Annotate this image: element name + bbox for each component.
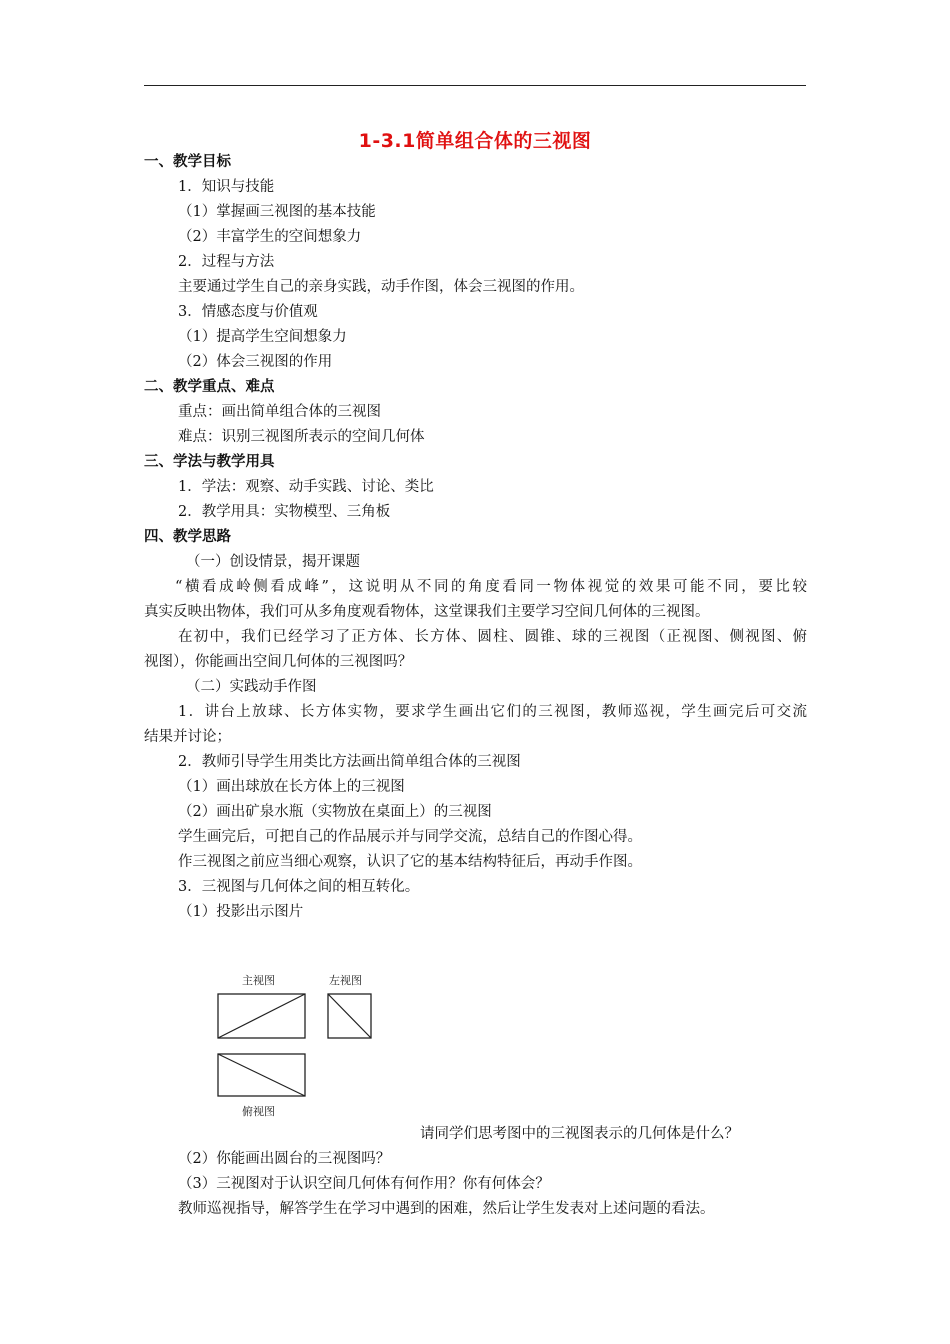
text-line: 教师巡视指导，解答学生在学习中遇到的困难，然后让学生发表对上述问题的看法。 xyxy=(178,1201,715,1217)
section-heading: 二、教学重点、难点 xyxy=(144,379,275,395)
left-view-label: 左视图 xyxy=(329,974,362,987)
text-line: 1．知识与技能 xyxy=(178,179,275,195)
front-view-diagonal xyxy=(218,994,305,1038)
text-line: 难点：识别三视图所表示的空间几何体 xyxy=(178,429,425,445)
text-line: 1．学法：观察、动手实践、讨论、类比 xyxy=(178,479,434,495)
diagram-question: 请同学们思考图中的三视图表示的几何体是什么？ xyxy=(420,1126,739,1142)
text-line: 重点：画出简单组合体的三视图 xyxy=(178,404,381,420)
text-line: 3．情感态度与价值观 xyxy=(178,304,318,320)
section-heading: 三、学法与教学用具 xyxy=(144,454,275,470)
paragraph-line: 在初中，我们已经学习了正方体、长方体、圆柱、圆锥、球的三视图（正视图、侧视图、俯 xyxy=(178,629,807,645)
section-heading: 四、教学思路 xyxy=(144,529,231,545)
text-line: 3．三视图与几何体之间的相互转化。 xyxy=(178,879,420,895)
text-line: （一）创设情景，揭开课题 xyxy=(186,554,360,570)
three-view-diagram xyxy=(210,970,390,1122)
text-line: （2）画出矿泉水瓶（实物放在桌面上）的三视图 xyxy=(178,804,492,820)
text-line: 2．教学用具：实物模型、三角板 xyxy=(178,504,391,520)
paragraph-line: 真实反映出物体，我们可从多角度观看物体，这堂课我们主要学习空间几何体的三视图。 xyxy=(144,604,710,620)
text-line: （2）丰富学生的空间想象力 xyxy=(178,229,362,245)
top-view-diagonal xyxy=(218,1054,305,1096)
section-heading: 一、教学目标 xyxy=(144,154,231,170)
text-line: （1）提高学生空间想象力 xyxy=(178,329,347,345)
text-line: 2．过程与方法 xyxy=(178,254,275,270)
text-line: （1）投影出示图片 xyxy=(178,904,304,920)
top-view-label: 俯视图 xyxy=(242,1105,275,1118)
text-line: （2）体会三视图的作用 xyxy=(178,354,333,370)
text-line: 作三视图之前应当细心观察，认识了它的基本结构特征后，再动手作图。 xyxy=(178,854,642,870)
text-line: （2）你能画出圆台的三视图吗？ xyxy=(178,1151,391,1167)
page-title: 1-3.1简单组合体的三视图 xyxy=(358,130,592,152)
paragraph-line: 视图），你能画出空间几何体的三视图吗？ xyxy=(144,654,413,670)
text-line: （1）画出球放在长方体上的三视图 xyxy=(178,779,405,795)
paragraph-line: “横看成岭侧看成峰”，这说明从不同的角度看同一物体视觉的效果可能不同，要比较 xyxy=(175,579,807,595)
paragraph-line: 1．讲台上放球、长方体实物，要求学生画出它们的三视图，教师巡视，学生画完后可交流 xyxy=(178,704,807,720)
text-line: 主要通过学生自己的亲身实践，动手作图，体会三视图的作用。 xyxy=(178,279,584,295)
text-line: （二）实践动手作图 xyxy=(186,679,317,695)
text-line: 学生画完后，可把自己的作品展示并与同学交流，总结自己的作图心得。 xyxy=(178,829,642,845)
header-rule xyxy=(144,85,806,86)
paragraph-line: 结果并讨论； xyxy=(144,729,231,745)
front-view-label: 主视图 xyxy=(242,974,275,987)
text-line: 2．教师引导学生用类比方法画出简单组合体的三视图 xyxy=(178,754,521,770)
text-line: （1）掌握画三视图的基本技能 xyxy=(178,204,376,220)
text-line: （3）三视图对于认识空间几何体有何作用？你有何体会？ xyxy=(178,1176,550,1192)
left-view-diagonal xyxy=(328,994,371,1038)
